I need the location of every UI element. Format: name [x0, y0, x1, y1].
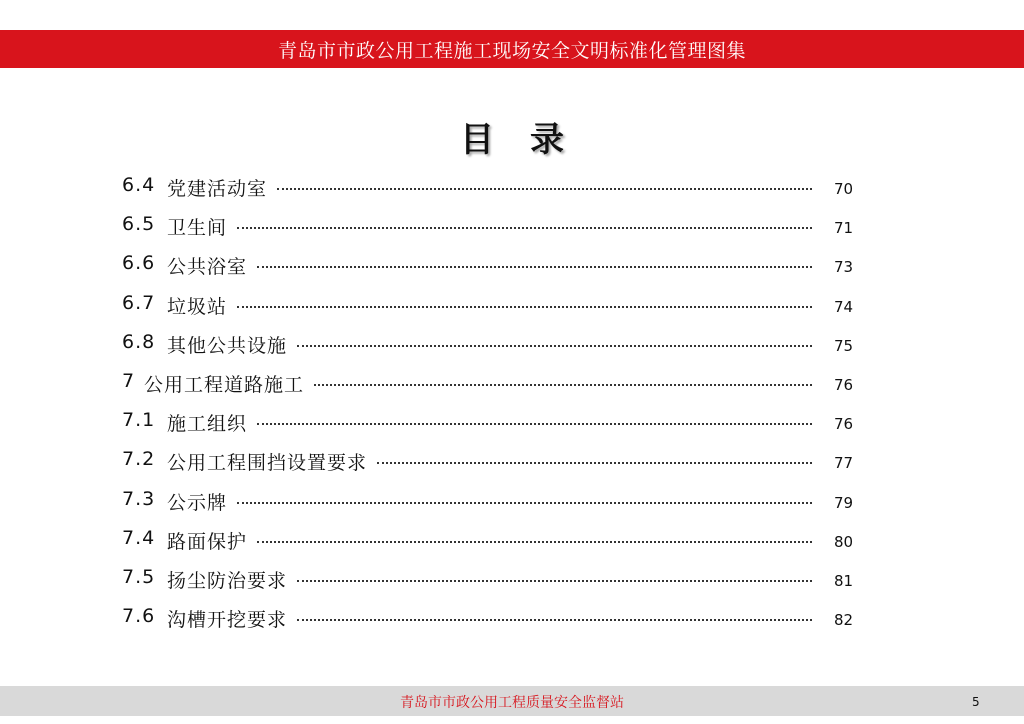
header-banner: [0, 30, 1024, 68]
toc-entry-title: 党建活动室: [167, 178, 268, 200]
toc-dot-leader: [377, 462, 812, 464]
toc-entry-title: 沟槽开挖要求: [167, 609, 288, 632]
toc-entry-page: 82: [834, 611, 854, 630]
toc-dot-leader: [297, 619, 812, 621]
page-title: 目录: [460, 120, 600, 160]
toc-entry[interactable]: [122, 325, 862, 361]
toc-entry[interactable]: [122, 560, 862, 596]
toc-entry-title: 路面保护: [167, 530, 248, 553]
toc-entry-title: 垃圾站: [167, 295, 228, 318]
toc-entry[interactable]: [122, 168, 862, 204]
toc-dot-leader: [237, 227, 812, 229]
toc-entry-number: 7.2: [122, 448, 156, 471]
page-number: 5: [972, 695, 980, 709]
toc-entry-page: 81: [834, 572, 854, 590]
toc-entry[interactable]: [122, 364, 862, 400]
toc-entry-number: 6.8: [122, 330, 156, 353]
toc-dot-leader: [257, 266, 812, 268]
toc-entry-title: 卫生间: [167, 217, 228, 240]
toc-entry-title: 扬尘防治要求: [167, 570, 288, 592]
toc-entry-page: 75: [834, 336, 854, 355]
toc-entry-page: 74: [834, 297, 854, 316]
toc-entry[interactable]: [122, 442, 862, 478]
toc-entry-page: 73: [834, 258, 854, 277]
toc-dot-leader: [237, 306, 812, 308]
toc-entry-number: 7.6: [122, 605, 156, 628]
toc-entry-title: 施工组织: [167, 413, 248, 436]
toc-entry-number: 7.1: [122, 409, 156, 432]
toc-dot-leader: [257, 541, 812, 543]
toc-entry-page: 76: [834, 376, 854, 394]
toc-entry-page: 80: [834, 532, 854, 551]
toc-entry-number: 6.6: [122, 252, 156, 275]
toc-dot-leader: [277, 188, 812, 190]
toc-entry-number: 7.5: [122, 566, 156, 588]
toc-dot-leader: [237, 502, 812, 504]
toc-entry-number: 6.4: [122, 174, 156, 196]
toc-entry-number: 6.5: [122, 213, 156, 236]
toc-entry-page: 70: [834, 180, 854, 198]
toc-entry[interactable]: [122, 246, 862, 282]
toc-dot-leader: [297, 580, 812, 582]
toc-entry-title: 公共浴室: [167, 256, 248, 279]
toc-entry-number: 7.4: [122, 526, 156, 549]
toc-dot-leader: [297, 345, 812, 347]
document-title: 青岛市市政公用工程施工现场安全文明标准化管理图集: [277, 39, 746, 62]
toc-entry-page: 76: [834, 415, 854, 434]
toc-entry-number: 7: [122, 370, 136, 392]
toc-entry[interactable]: [122, 599, 862, 635]
footer-organization: 青岛市市政公用工程质量安全监督站: [400, 695, 624, 711]
toc-entry-number: 7.3: [122, 487, 156, 510]
toc-entry[interactable]: [122, 521, 862, 557]
toc-entry-page: 79: [834, 493, 854, 512]
toc-entry[interactable]: [122, 286, 862, 322]
toc-entry-title: 公示牌: [167, 491, 228, 514]
toc-entry-title: 公用工程围挡设置要求: [167, 452, 368, 475]
toc-dot-leader: [314, 384, 812, 386]
toc-entry-page: 71: [834, 219, 854, 238]
toc-entry[interactable]: [122, 207, 862, 243]
toc-entry-number: 6.7: [122, 291, 156, 314]
footer-band: [0, 686, 1024, 716]
toc-entry-title: 其他公共设施: [167, 334, 288, 357]
toc-entry[interactable]: [122, 403, 862, 439]
toc-entry-page: 77: [834, 454, 854, 473]
toc-entry[interactable]: [122, 482, 862, 518]
toc-entry-title: 公用工程道路施工: [144, 374, 305, 396]
toc-dot-leader: [257, 423, 812, 425]
